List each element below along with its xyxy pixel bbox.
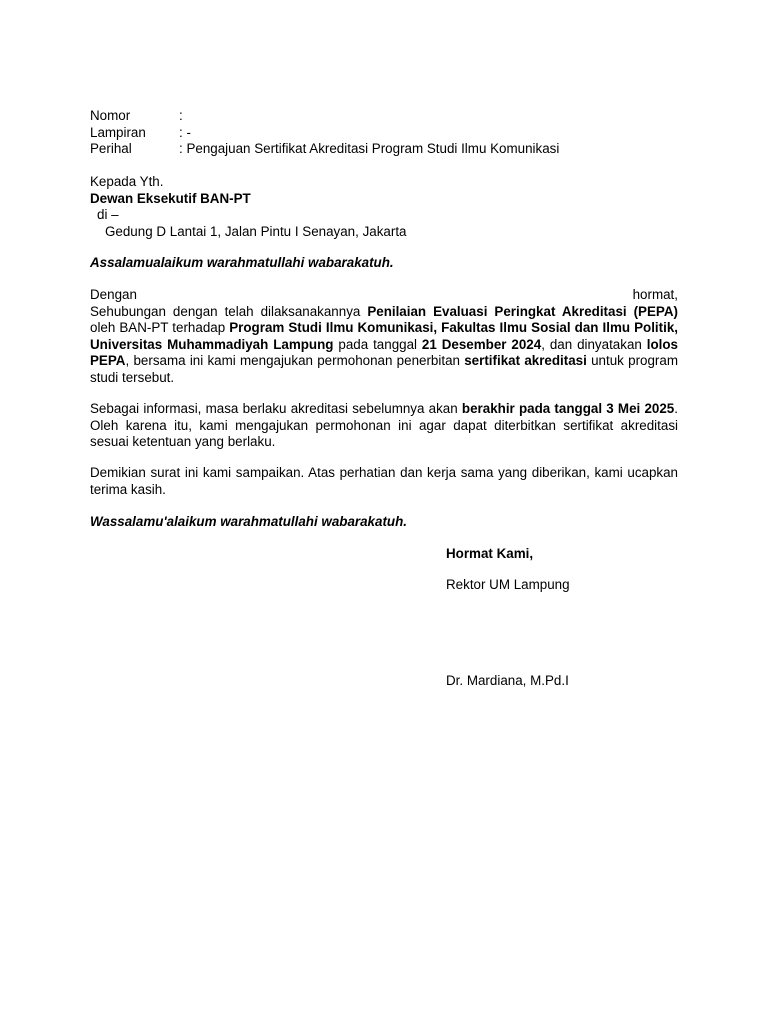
paragraph-1-body [90, 304, 678, 387]
p1-text-6: untuk program studi tersebut. [90, 353, 678, 385]
p1-text-1: Sehubungan dengan telah dilaksanakannya [90, 303, 368, 319]
paragraph-1 [90, 287, 678, 386]
signature-position: Rektor UM Lampung [446, 577, 570, 592]
p1-text-2: oleh BAN-PT terhadap [90, 320, 230, 335]
lampiran-value: : - [179, 124, 191, 140]
opening-salam: Assalamualaikum warahmatullahi wabarakatuh. [90, 255, 394, 270]
letter-header [90, 108, 559, 158]
paragraph-2 [90, 401, 678, 451]
signature-name: Dr. Mardiana, M.Pd.I [446, 673, 569, 688]
dengan-word: Dengan [90, 287, 137, 302]
recipient-address: Gedung D Lantai 1, Jalan Pintu I Senayan, Jakarta [105, 223, 407, 239]
p2-text-2: . Oleh karena itu, kami mengajukan permohonan ini agar dapat diterbitkan sertifikat akreditasi sesuai ketentuan yang berlaku. [90, 401, 678, 449]
recipient-name: Dewan Eksekutif BAN-PT [90, 190, 251, 206]
perihal-value: : Pengajuan Sertifikat Akreditasi Program Studi Ilmu Komunikasi [179, 141, 560, 156]
recipient-block [90, 174, 678, 240]
p1-bold-date: 21 Desember 2024 [421, 336, 542, 352]
paragraph-3: Demikian surat ini kami sampaikan. Atas perhatian dan kerja sama yang diberikan, kami ucapkan terima kasih. [90, 465, 678, 497]
perihal-label: Perihal [90, 141, 132, 156]
p1-bold-sertifikat: sertifikat akreditasi [464, 353, 587, 368]
hormat-word: hormat, [632, 287, 678, 302]
lampiran-label: Lampiran [90, 124, 146, 140]
p1-text-3: pada tanggal [333, 336, 422, 352]
p2-text-1: Sebagai informasi, masa berlaku akreditasi sebelumnya akan [90, 401, 462, 416]
p1-text-5: , bersama ini kami mengajukan permohonan penerbitan [125, 353, 465, 368]
recipient-greeting: Kepada Yth. [90, 174, 164, 189]
perihal-row [90, 141, 559, 158]
nomor-row [90, 108, 559, 125]
nomor-label: Nomor [90, 108, 131, 123]
paragraph-1-first-line [90, 287, 678, 304]
closing-salam: Wassalamu'alaikum warahmatullahi wabarakatuh. [90, 514, 407, 529]
p1-bold-lolos: lolos PEPA [90, 336, 678, 368]
p1-bold-pepa: Penilaian Evaluasi Peringkat Akreditasi (PEPA) [367, 303, 678, 319]
lampiran-row [90, 125, 559, 142]
signature-hormat-kami: Hormat Kami, [446, 546, 534, 561]
nomor-value: : [179, 108, 183, 123]
recipient-di: di – [97, 207, 119, 222]
p2-bold-expiry: berakhir pada tanggal 3 Mei 2025 [461, 401, 675, 416]
p1-text-4: , dan dinyatakan [541, 336, 647, 352]
p1-bold-program: Program Studi Ilmu Komunikasi, Fakultas Ilmu Sosial dan Ilmu Politik, Universitas Muhammadiyah Lampung [90, 320, 679, 352]
